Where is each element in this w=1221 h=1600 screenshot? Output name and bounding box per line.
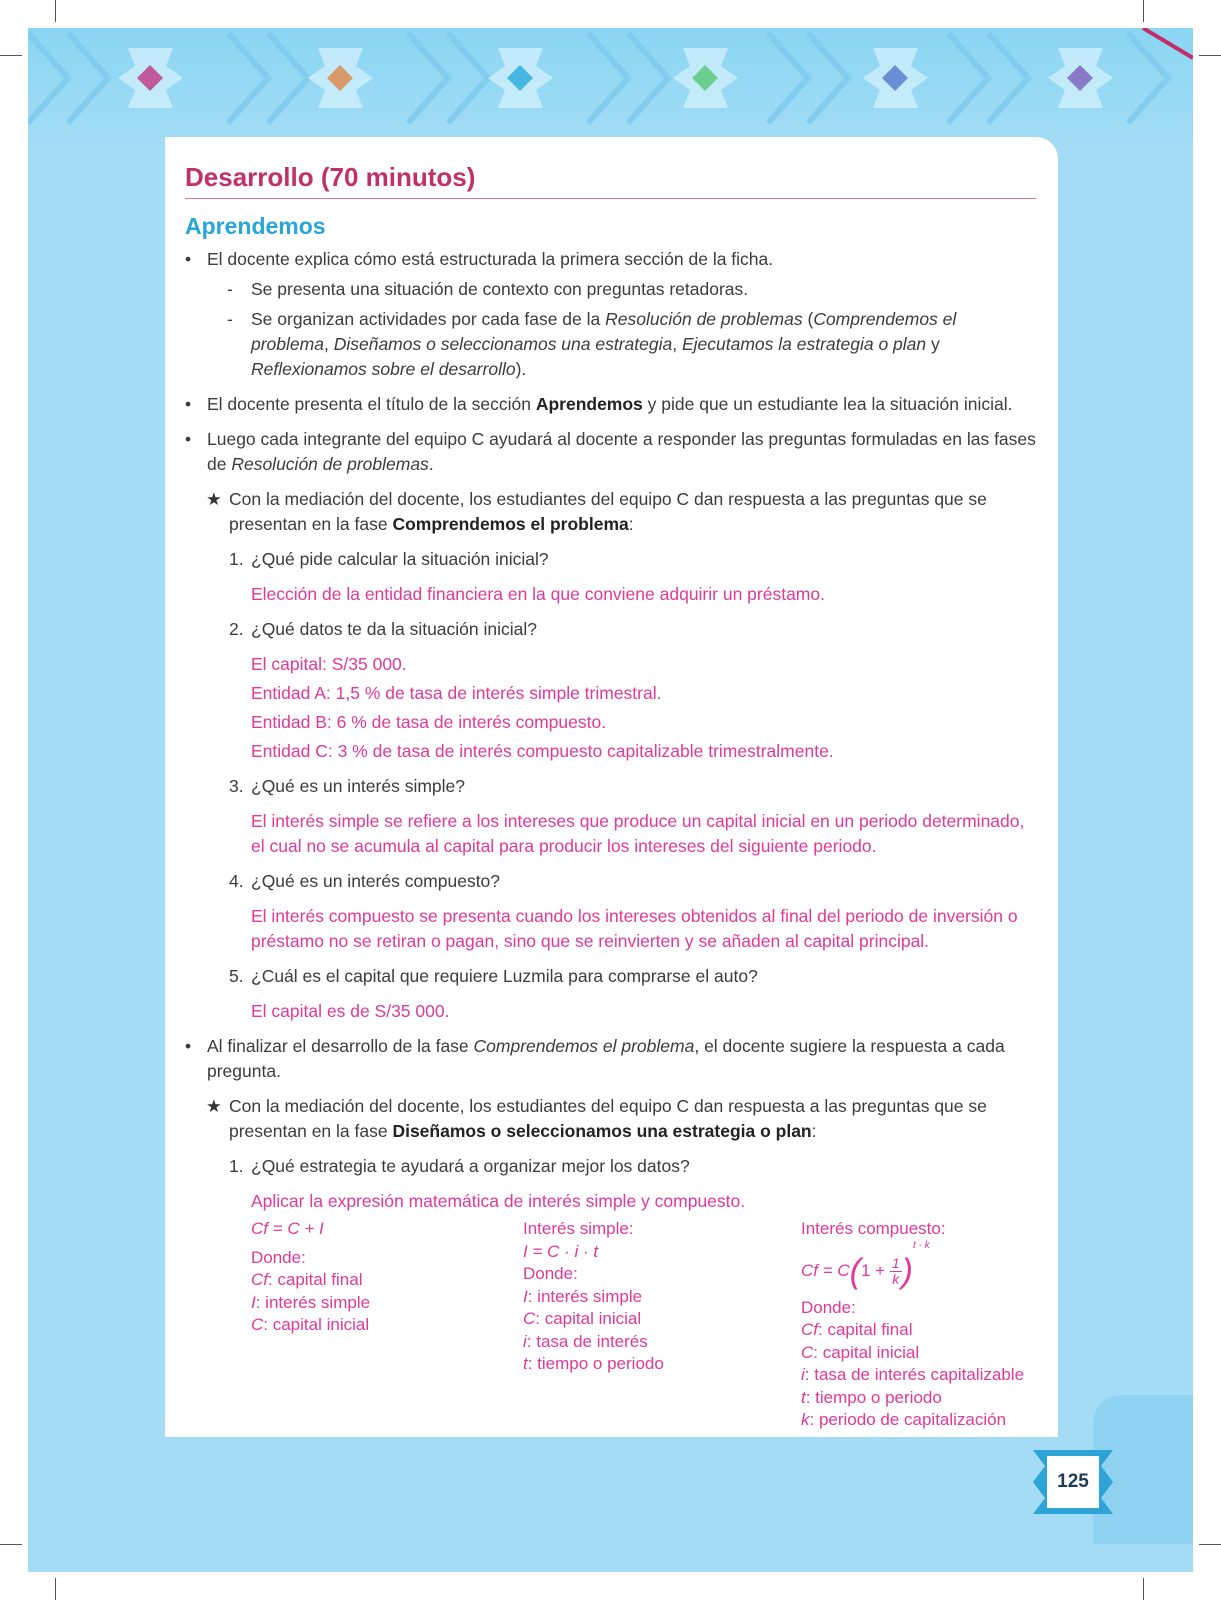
question-item: 1. ¿Qué pide calcular la situación inicial? bbox=[229, 549, 549, 569]
definition: t: tiempo o periodo bbox=[801, 1387, 942, 1407]
star-icon: ★ bbox=[206, 1096, 222, 1116]
crop-mark bbox=[0, 1544, 22, 1545]
dash-item: - Se organizan actividades por cada fase de la Resolución de problemas (Comprendemos el problema, Diseñamos o seleccionamos una estrategia, Ejecutamos la estrategia o plan y Reflexionamos sobre el desarrollo). bbox=[207, 307, 1036, 382]
question-item: 4. ¿Qué es un interés compuesto? bbox=[229, 871, 501, 891]
answer-text: El capital es de S/35 000. bbox=[251, 1001, 450, 1021]
definition: Cf: capital final bbox=[801, 1320, 913, 1339]
definition: i: tasa de interés bbox=[523, 1331, 648, 1351]
crop-mark bbox=[55, 1578, 56, 1600]
page-number-badge bbox=[1033, 1450, 1113, 1514]
formula-column-compound: Interés compuesto: Cf = C(1 + $\frac{1}{k})^{t \cdot k}$ Donde: Cf: capital final C: capital inicial i: tasa de interés capitalizable t: tiempo o periodo k: periodo de capitalización bbox=[801, 1218, 1036, 1432]
question-item: 3. ¿Qué es un interés simple? bbox=[229, 776, 465, 796]
star-item: ★ Con la mediación del docente, los estudiantes del equipo C dan respuesta a las preguntas que se presentan en la fase Diseñamos o seleccionamos una estrategia o plan: bbox=[206, 1096, 987, 1141]
definition: C: capital inicial bbox=[251, 1315, 370, 1334]
definition: I: interés simple bbox=[523, 1286, 643, 1306]
formula: Cf = C + I bbox=[251, 1219, 324, 1238]
definition: k: periodo de capitalización bbox=[801, 1410, 1007, 1429]
formula: Cf = C(1 + $\frac{1}{k})^{t \cdot k}$ bbox=[801, 1239, 930, 1291]
formula: I = C · i · t bbox=[523, 1241, 599, 1261]
crop-mark bbox=[1199, 1544, 1221, 1545]
bullet-item: • El docente explica cómo está estructurada la primera sección de la ficha. - Se presenta una situación de contexto con preguntas retadoras. - Se organizan actividades por cada fase de la Resolución de problemas (Comprendemos el problema, Diseñamos o seleccionamos una estrategia, Ejecutamos la estrategia o plan y Reflexionamos sobre el desarrollo). bbox=[185, 247, 1036, 382]
question-item: 2. ¿Qué datos te da la situación inicial? bbox=[229, 619, 537, 639]
formula-columns bbox=[251, 1218, 1036, 1458]
answer-text: El interés simple se refiere a los intereses que produce un capital inicial en un periodo determinado, el cual no se acumula al capital para producir los intereses del siguiente periodo. bbox=[251, 811, 1025, 856]
question-item: 1. ¿Qué estrategia te ayudará a organizar mejor los datos? bbox=[229, 1156, 690, 1176]
definition: i: tasa de interés capitalizable bbox=[801, 1365, 1025, 1384]
bullet-item: • El docente presenta el título de la sección Aprendemos y pide que un estudiante lea la situación inicial. bbox=[185, 392, 1036, 417]
bullet-item: • Al finalizar el desarrollo de la fase Comprendemos el problema, el docente sugiere la respuesta a cada pregunta. bbox=[185, 1034, 1036, 1084]
definition: Cf: capital final bbox=[251, 1270, 363, 1289]
page-number: 125 bbox=[1057, 1471, 1089, 1492]
answer-text: Aplicar la expresión matemática de interés simple y compuesto. bbox=[251, 1191, 746, 1211]
definition: C: capital inicial bbox=[523, 1309, 642, 1328]
main-content bbox=[185, 160, 1036, 1458]
crop-mark bbox=[1143, 0, 1144, 22]
answer-text: El capital: S/35 000. Entidad A: 1,5 % de tasa de interés simple trimestral. Entidad B: 6 % de tasa de interés compuesto. Entidad C: 3 % de tasa de interés compuesto capitalizable trimestralmente. bbox=[251, 654, 834, 761]
crop-mark bbox=[55, 0, 56, 22]
decorative-banner bbox=[28, 28, 1193, 148]
star-item: ★ Con la mediación del docente, los estudiantes del equipo C dan respuesta a las preguntas que se presentan en la fase Comprendemos el problema: bbox=[206, 489, 987, 534]
section-title: Desarrollo (70 minutos) bbox=[185, 160, 1036, 199]
crop-mark bbox=[0, 55, 22, 56]
crop-mark bbox=[1199, 55, 1221, 56]
section-subtitle: Aprendemos bbox=[185, 213, 326, 239]
answer-text: Elección de la entidad financiera en la que conviene adquirir un préstamo. bbox=[251, 584, 825, 604]
crop-mark bbox=[1143, 1578, 1144, 1600]
formula-column-simple: Interés simple: I = C · i · t Donde: I: interés simple C: capital inicial i: tasa de interés t: tiempo o periodo bbox=[523, 1218, 783, 1376]
definition: t: tiempo o periodo bbox=[523, 1354, 664, 1373]
formula-column-total: Cf = C + I Donde: Cf: capital final I: interés simple C: capital inicial bbox=[251, 1218, 511, 1337]
question-item: 5. ¿Cuál es el capital que requiere Luzmila para comprarse el auto? bbox=[229, 966, 758, 986]
answer-text: El interés compuesto se presenta cuando los intereses obtenidos al final del periodo de inversión o préstamo no se retiran o pagan, sino que se reinvierten y se añaden al capital principal. bbox=[251, 906, 1018, 951]
star-icon: ★ bbox=[206, 489, 222, 509]
dash-item: - Se presenta una situación de contexto con preguntas retadoras. bbox=[207, 277, 1036, 302]
bullet-item: • Luego cada integrante del equipo C ayudará al docente a responder las preguntas formuladas en las fases de Resolución de problemas. bbox=[185, 427, 1036, 477]
definition: C: capital inicial bbox=[801, 1342, 920, 1362]
definition: I: interés simple bbox=[251, 1292, 371, 1312]
